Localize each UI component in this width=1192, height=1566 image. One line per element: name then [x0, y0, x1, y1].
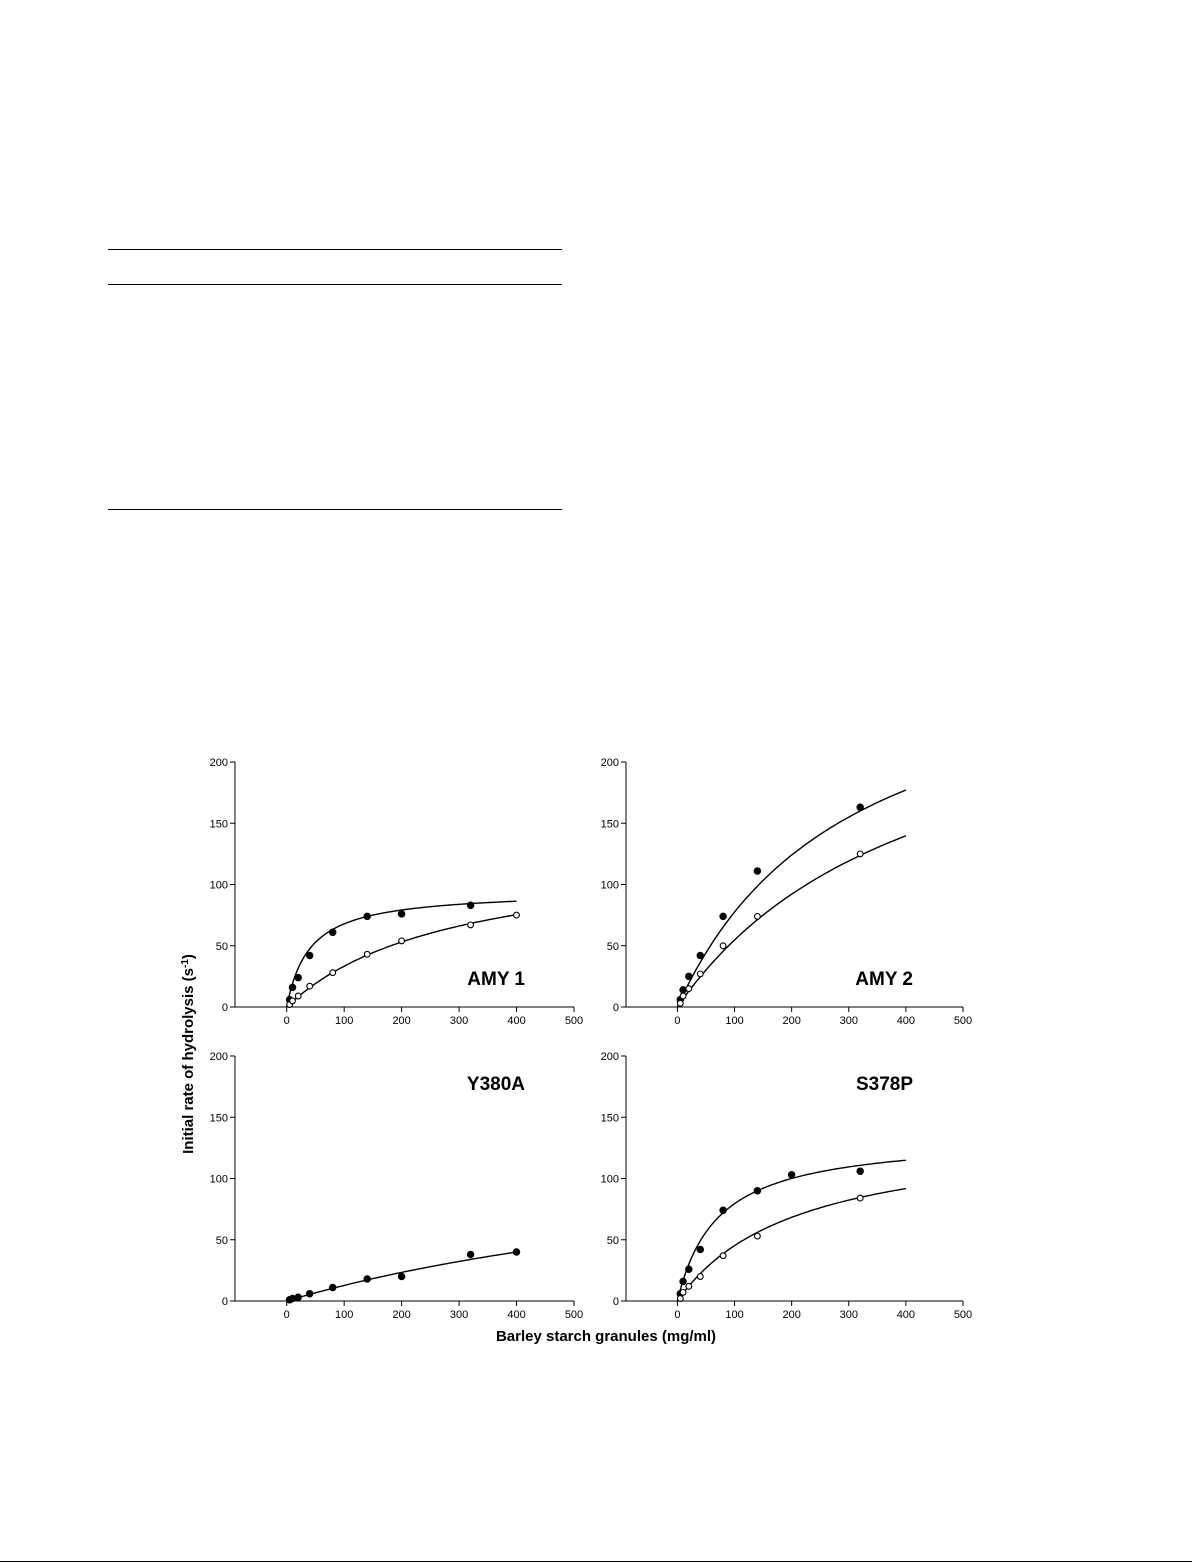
x-tick-label: 200 [782, 1015, 801, 1027]
y-tick-label: 100 [209, 879, 228, 892]
y-axis-title-superscript: -1 [179, 959, 191, 969]
x-tick-label: 200 [782, 1309, 801, 1321]
x-tick-label: 200 [392, 1015, 411, 1027]
y-tick-label: 0 [221, 1296, 228, 1308]
x-tick-label: 400 [896, 1015, 916, 1027]
data-point-filled [398, 911, 404, 917]
data-point-filled [788, 1172, 794, 1178]
data-point-filled [467, 1251, 473, 1257]
y-tick-label: 50 [606, 940, 619, 953]
data-point-filled [364, 913, 370, 919]
chart-panel-3 [210, 1051, 584, 1321]
data-point-filled [754, 1188, 760, 1194]
data-point-open [857, 851, 863, 857]
x-tick-label: 300 [839, 1309, 858, 1321]
x-tick-label: 500 [953, 1309, 973, 1321]
x-tick-label: 200 [392, 1309, 411, 1321]
x-axis-title: Barley starch granules (mg/ml) [495, 1328, 717, 1345]
y-tick-label: 0 [612, 1002, 619, 1014]
data-point-open [680, 993, 686, 999]
y-tick-label: 200 [209, 757, 228, 769]
data-point-open [755, 914, 761, 920]
y-axis-title-main: Initial rate of hydrolysis (s [180, 968, 197, 1154]
data-point-filled [467, 902, 473, 908]
data-point-filled [330, 1284, 336, 1290]
fit-curve-open [677, 1189, 906, 1302]
y-tick-label: 0 [612, 1296, 619, 1308]
data-point-filled [857, 804, 863, 810]
data-point-filled [697, 952, 703, 958]
y-tick-label: 100 [600, 879, 619, 892]
x-tick-label: 0 [283, 1015, 290, 1027]
y-tick-label: 200 [600, 757, 619, 769]
data-point-open [307, 983, 313, 989]
data-point-filled [330, 929, 336, 935]
data-point-filled [307, 952, 313, 958]
chart-panel-1 [210, 757, 584, 1027]
data-point-filled [697, 1246, 703, 1252]
x-tick-label: 100 [725, 1309, 744, 1321]
y-tick-label: 200 [600, 1051, 619, 1063]
data-point-open [290, 998, 296, 1004]
data-point-open [755, 1233, 761, 1239]
y-axis-title [180, 954, 198, 1154]
data-point-filled [720, 1207, 726, 1213]
data-point-filled [680, 1278, 686, 1284]
y-tick-label: 150 [600, 1112, 619, 1125]
fit-curve-open [287, 915, 517, 1007]
panel-label: S378P [855, 1074, 913, 1095]
data-point-open [720, 943, 726, 949]
data-point-open [364, 951, 370, 957]
x-tick-label: 0 [674, 1309, 681, 1321]
data-point-open [857, 1195, 863, 1201]
data-point-open [686, 986, 692, 992]
x-tick-label: 300 [449, 1015, 469, 1027]
x-tick-label: 400 [507, 1309, 526, 1321]
y-tick-label: 50 [606, 1234, 619, 1247]
x-tick-label: 500 [953, 1015, 973, 1027]
y-tick-label: 150 [600, 818, 619, 831]
data-point-open [330, 970, 336, 976]
panel-label: Y380A [466, 1074, 525, 1095]
x-tick-label: 500 [564, 1309, 584, 1321]
x-tick-label: 300 [839, 1015, 858, 1027]
panel-label: AMY 2 [855, 969, 913, 990]
data-point-open [399, 938, 405, 944]
x-tick-label: 0 [283, 1309, 290, 1321]
x-tick-label: 400 [507, 1015, 526, 1027]
y-tick-label: 150 [209, 1112, 228, 1125]
x-tick-label: 400 [896, 1309, 916, 1321]
data-point-filled [295, 974, 301, 980]
data-point-open [468, 922, 474, 928]
data-point-filled [857, 1168, 863, 1174]
y-tick-label: 100 [209, 1173, 228, 1186]
chart-panel-4 [601, 1051, 973, 1321]
x-tick-label: 500 [564, 1015, 584, 1027]
data-point-open [514, 912, 520, 918]
data-point-open [686, 1283, 692, 1289]
panel-label: AMY 1 [467, 969, 525, 990]
data-point-open [677, 1000, 683, 1006]
data-point-open [697, 971, 703, 977]
data-point-open [680, 1290, 686, 1296]
data-point-filled [686, 973, 692, 979]
data-point-open [677, 1296, 683, 1302]
data-point-filled [307, 1291, 313, 1297]
y-tick-label: 100 [600, 1173, 619, 1186]
chart-panel-2 [601, 757, 973, 1027]
x-tick-label: 100 [334, 1015, 354, 1027]
data-point-open [697, 1274, 703, 1280]
data-point-filled [398, 1273, 404, 1279]
data-point-filled [289, 984, 295, 990]
y-tick-label: 200 [209, 1051, 228, 1063]
data-point-filled [680, 987, 686, 993]
y-tick-label: 50 [215, 940, 228, 953]
x-tick-label: 100 [334, 1309, 354, 1321]
fit-curve-filled [677, 1160, 906, 1301]
x-tick-label: 100 [725, 1015, 744, 1027]
data-point-filled [720, 913, 726, 919]
data-point-filled [513, 1249, 519, 1255]
y-tick-label: 50 [215, 1234, 228, 1247]
y-tick-label: 0 [221, 1002, 228, 1014]
y-tick-label: 150 [209, 818, 228, 831]
data-point-filled [364, 1276, 370, 1282]
data-point-filled [295, 1294, 301, 1300]
x-tick-label: 300 [449, 1309, 469, 1321]
data-point-open [295, 993, 301, 999]
data-point-filled [754, 868, 760, 874]
x-tick-label: 0 [674, 1015, 681, 1027]
data-point-filled [686, 1266, 692, 1272]
data-point-open [720, 1253, 726, 1259]
y-axis-title-tail: ) [180, 954, 197, 960]
